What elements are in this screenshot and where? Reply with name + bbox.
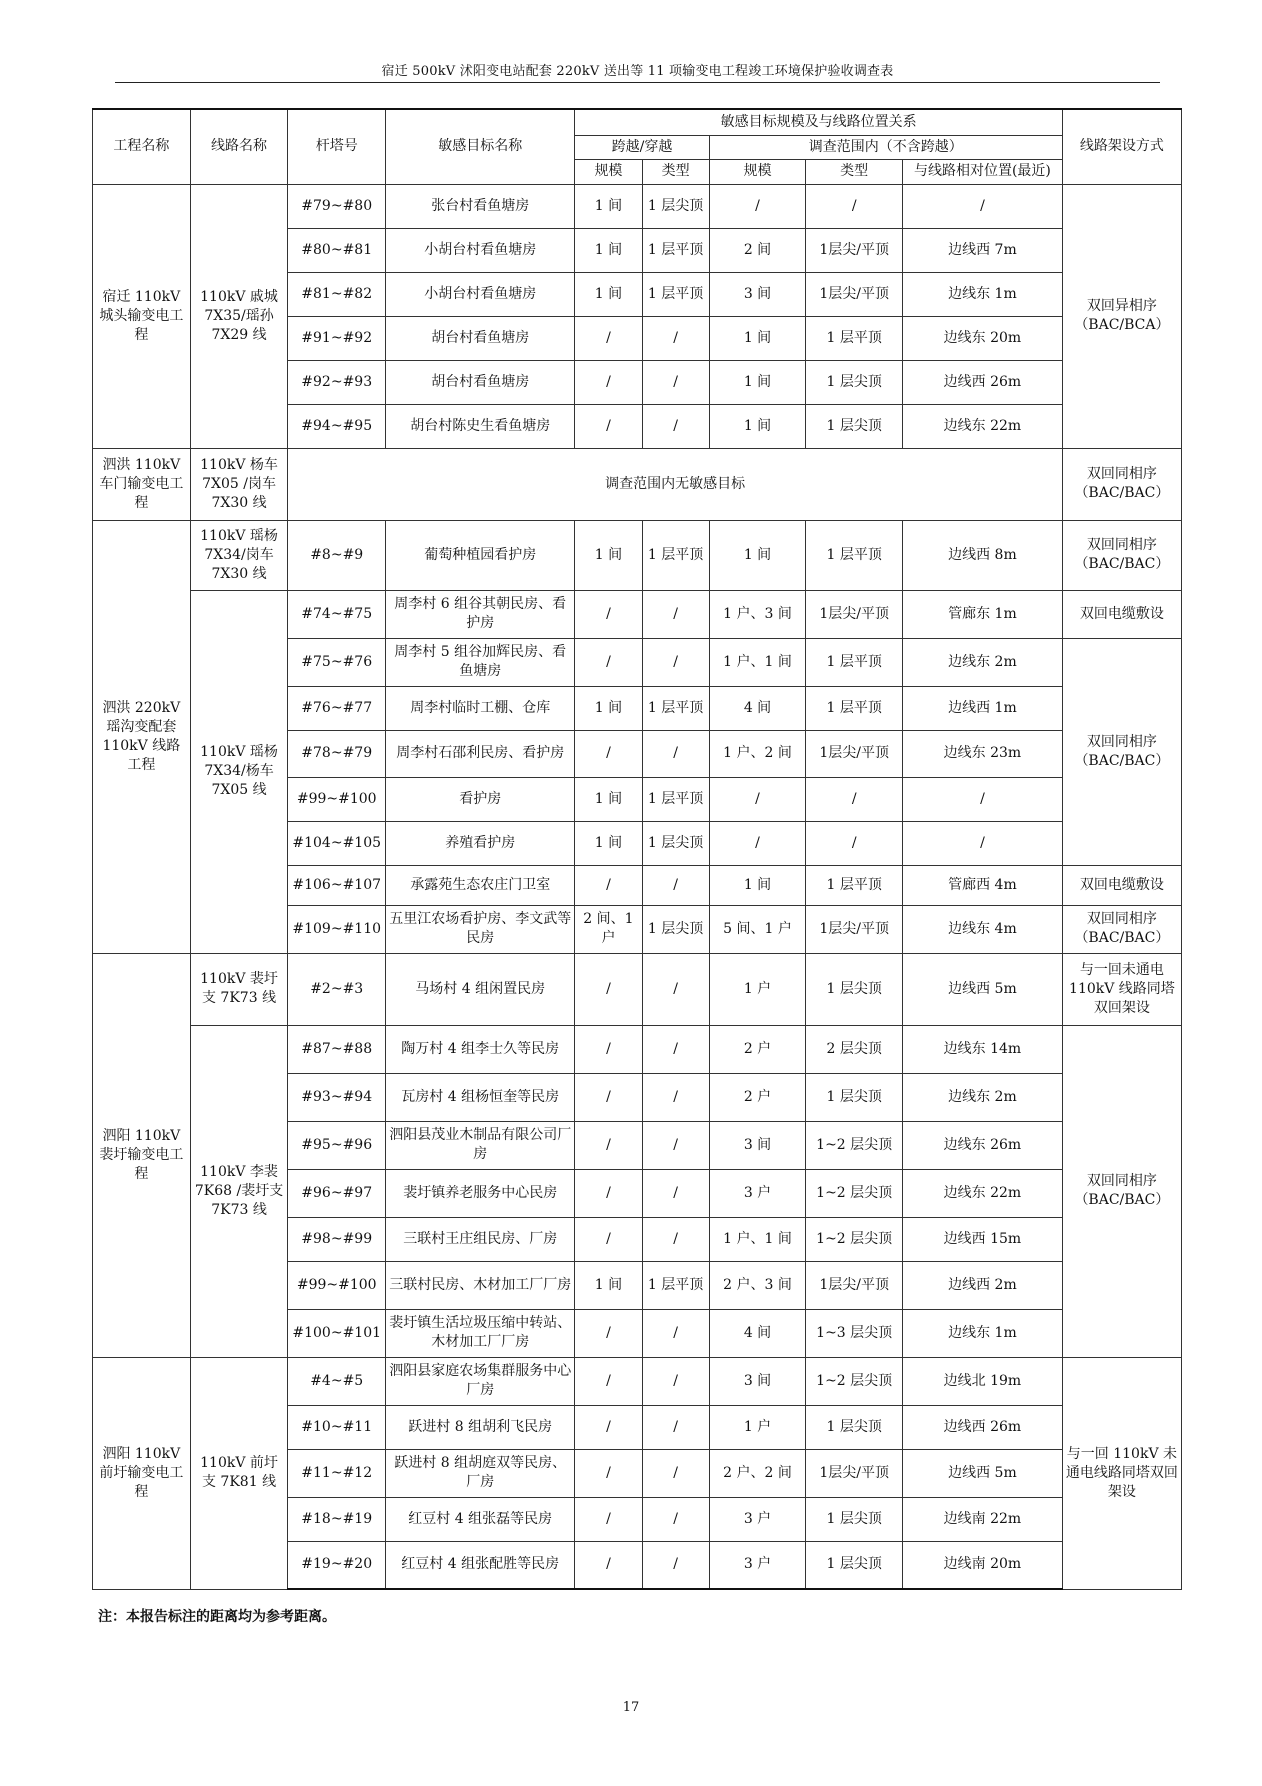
crossing-scale-cell: 1 间: [575, 228, 642, 272]
target-cell: 泗阳县茂业木制品有限公司厂房: [386, 1121, 575, 1169]
position-cell: 边线东 1m: [903, 1309, 1063, 1357]
survey-type-cell: 1层尖/平顶: [806, 730, 903, 777]
erection-cell: 与一回未通电 110kV 线路同塔双回架设: [1062, 953, 1181, 1025]
project-name-cell: 泗阳 110kV 前圩输变电工程: [93, 1357, 191, 1589]
survey-scale-cell: 1 户: [709, 953, 806, 1025]
tower-cell: #96~#97: [288, 1169, 386, 1217]
erection-cell: 双回同相序（BAC/BAC）: [1062, 638, 1181, 865]
crossing-type-cell: 1 层尖顶: [642, 821, 709, 865]
position-cell: 边线西 26m: [903, 1405, 1063, 1449]
crossing-scale-cell: /: [575, 360, 642, 404]
line-name-cell: 110kV 裴圩支 7K73 线: [190, 953, 288, 1025]
target-cell: 小胡台村看鱼塘房: [386, 272, 575, 316]
header-relation: 敏感目标规模及与线路位置关系: [575, 109, 1062, 135]
tower-cell: #81~#82: [288, 272, 386, 316]
position-cell: 边线东 2m: [903, 638, 1063, 686]
tower-cell: #10~#11: [288, 1405, 386, 1449]
tower-cell: #98~#99: [288, 1217, 386, 1261]
tower-cell: #93~#94: [288, 1073, 386, 1121]
position-cell: 边线西 1m: [903, 686, 1063, 730]
crossing-type-cell: 1 层平顶: [642, 272, 709, 316]
sensitive-targets-table: [92, 108, 1182, 1590]
survey-type-cell: 1 层平顶: [806, 638, 903, 686]
crossing-type-cell: /: [642, 1025, 709, 1073]
crossing-type-cell: /: [642, 1121, 709, 1169]
survey-type-cell: 1 层平顶: [806, 865, 903, 905]
target-cell: 裴圩镇生活垃圾压缩中转站、木材加工厂厂房: [386, 1309, 575, 1357]
line-name-cell: 110kV 杨车 7X05 /岗车 7X30 线: [190, 448, 288, 520]
tower-cell: #92~#93: [288, 360, 386, 404]
position-cell: 边线西 8m: [903, 520, 1063, 590]
page-number: 17: [622, 1700, 640, 1715]
erection-cell: 双回同相序（BAC/BAC）: [1062, 520, 1181, 590]
tower-cell: #106~#107: [288, 865, 386, 905]
target-cell: 看护房: [386, 777, 575, 821]
position-cell: 边线东 2m: [903, 1073, 1063, 1121]
header-rule: [115, 82, 1160, 83]
survey-type-cell: 1 层尖顶: [806, 1541, 903, 1589]
crossing-type-cell: /: [642, 404, 709, 448]
crossing-scale-cell: /: [575, 1449, 642, 1497]
header-tower-no: 杆塔号: [288, 109, 386, 184]
target-cell: 红豆村 4 组张磊等民房: [386, 1497, 575, 1541]
crossing-scale-cell: 1 间: [575, 520, 642, 590]
position-cell: 边线东 23m: [903, 730, 1063, 777]
survey-scale-cell: 2 户: [709, 1025, 806, 1073]
survey-scale-cell: 1 户、1 间: [709, 1217, 806, 1261]
erection-cell: 与一回 110kV 未通电线路同塔双回架设: [1062, 1357, 1181, 1589]
tower-cell: #94~#95: [288, 404, 386, 448]
target-cell: 周李村 5 组谷加辉民房、看鱼塘房: [386, 638, 575, 686]
target-cell: 瓦房村 4 组杨恒奎等民房: [386, 1073, 575, 1121]
survey-type-cell: /: [806, 777, 903, 821]
survey-type-cell: 1 层尖顶: [806, 404, 903, 448]
survey-type-cell: 1~2 层尖顶: [806, 1357, 903, 1405]
position-cell: 边线北 19m: [903, 1357, 1063, 1405]
tower-cell: #78~#79: [288, 730, 386, 777]
line-name-cell: 110kV 李裴 7K68 /裴圩支 7K73 线: [190, 1025, 288, 1357]
crossing-scale-cell: /: [575, 1497, 642, 1541]
survey-scale-cell: 1 间: [709, 865, 806, 905]
header-crossing: 跨越/穿越: [575, 135, 709, 159]
position-cell: 边线东 22m: [903, 404, 1063, 448]
survey-type-cell: /: [806, 184, 903, 228]
crossing-type-cell: /: [642, 730, 709, 777]
survey-scale-cell: 1 间: [709, 404, 806, 448]
target-cell: 泗阳县家庭农场集群服务中心厂房: [386, 1357, 575, 1405]
position-cell: 边线南 20m: [903, 1541, 1063, 1589]
survey-type-cell: 1~2 层尖顶: [806, 1169, 903, 1217]
survey-type-cell: 1 层尖顶: [806, 1405, 903, 1449]
target-cell: 胡台村陈史生看鱼塘房: [386, 404, 575, 448]
survey-type-cell: 1层尖/平顶: [806, 1261, 903, 1309]
survey-type-cell: 1 层平顶: [806, 316, 903, 360]
crossing-type-cell: /: [642, 590, 709, 638]
survey-type-cell: 1层尖/平顶: [806, 228, 903, 272]
crossing-scale-cell: /: [575, 1541, 642, 1589]
header-survey-scale: 规模: [709, 159, 806, 184]
survey-type-cell: 1 层尖顶: [806, 1073, 903, 1121]
crossing-type-cell: 1 层尖顶: [642, 905, 709, 953]
survey-scale-cell: 2 间: [709, 228, 806, 272]
target-cell: 小胡台村看鱼塘房: [386, 228, 575, 272]
crossing-type-cell: /: [642, 1073, 709, 1121]
survey-type-cell: 1层尖/平顶: [806, 905, 903, 953]
target-cell: 承露苑生态农庄门卫室: [386, 865, 575, 905]
crossing-scale-cell: /: [575, 1073, 642, 1121]
crossing-scale-cell: 1 间: [575, 1261, 642, 1309]
target-cell: 三联村民房、木材加工厂厂房: [386, 1261, 575, 1309]
survey-scale-cell: /: [709, 777, 806, 821]
position-cell: /: [903, 821, 1063, 865]
survey-scale-cell: 4 间: [709, 1309, 806, 1357]
tower-cell: #19~#20: [288, 1541, 386, 1589]
crossing-scale-cell: 1 间: [575, 184, 642, 228]
survey-scale-cell: 3 户: [709, 1541, 806, 1589]
crossing-scale-cell: 1 间: [575, 686, 642, 730]
crossing-scale-cell: /: [575, 730, 642, 777]
tower-cell: #4~#5: [288, 1357, 386, 1405]
crossing-type-cell: /: [642, 638, 709, 686]
header-survey-range: 调查范围内（不含跨越）: [709, 135, 1062, 159]
survey-scale-cell: 1 间: [709, 360, 806, 404]
position-cell: /: [903, 777, 1063, 821]
crossing-scale-cell: /: [575, 1217, 642, 1261]
tower-cell: #100~#101: [288, 1309, 386, 1357]
position-cell: 边线东 26m: [903, 1121, 1063, 1169]
survey-type-cell: 1 层平顶: [806, 520, 903, 590]
position-cell: 边线南 22m: [903, 1497, 1063, 1541]
table-row: [93, 590, 1182, 638]
target-cell: 葡萄种植园看护房: [386, 520, 575, 590]
position-cell: 边线东 14m: [903, 1025, 1063, 1073]
header-relative-position: 与线路相对位置(最近): [903, 159, 1063, 184]
crossing-type-cell: /: [642, 1217, 709, 1261]
target-cell: 养殖看护房: [386, 821, 575, 865]
target-cell: 张台村看鱼塘房: [386, 184, 575, 228]
header-target-name: 敏感目标名称: [386, 109, 575, 184]
tower-cell: #87~#88: [288, 1025, 386, 1073]
survey-scale-cell: 3 户: [709, 1497, 806, 1541]
crossing-scale-cell: /: [575, 404, 642, 448]
survey-type-cell: 1层尖/平顶: [806, 1449, 903, 1497]
target-cell: 周李村石邵利民房、看护房: [386, 730, 575, 777]
position-cell: 边线西 2m: [903, 1261, 1063, 1309]
position-cell: 边线西 5m: [903, 953, 1063, 1025]
crossing-scale-cell: /: [575, 316, 642, 360]
position-cell: 边线西 5m: [903, 1449, 1063, 1497]
crossing-scale-cell: /: [575, 1169, 642, 1217]
crossing-scale-cell: /: [575, 590, 642, 638]
position-cell: 边线西 26m: [903, 360, 1063, 404]
survey-type-cell: 1~2 层尖顶: [806, 1217, 903, 1261]
crossing-type-cell: /: [642, 1449, 709, 1497]
survey-type-cell: 1 层平顶: [806, 686, 903, 730]
crossing-scale-cell: /: [575, 1025, 642, 1073]
crossing-scale-cell: 1 间: [575, 272, 642, 316]
crossing-scale-cell: 1 间: [575, 821, 642, 865]
position-cell: 边线东 1m: [903, 272, 1063, 316]
project-name-cell: 泗洪 110kV 车门输变电工程: [93, 448, 191, 520]
erection-cell: 双回异相序（BAC/BCA）: [1062, 184, 1181, 448]
target-cell: 陶万村 4 组李士久等民房: [386, 1025, 575, 1073]
header-project-name: 工程名称: [93, 109, 191, 184]
survey-type-cell: 1层尖/平顶: [806, 590, 903, 638]
survey-scale-cell: 2 户、3 间: [709, 1261, 806, 1309]
survey-scale-cell: 1 户: [709, 1405, 806, 1449]
table-row: [93, 184, 1182, 228]
crossing-type-cell: 1 层平顶: [642, 1261, 709, 1309]
survey-scale-cell: 5 间、1 户: [709, 905, 806, 953]
crossing-type-cell: /: [642, 865, 709, 905]
survey-type-cell: 1~2 层尖顶: [806, 1121, 903, 1169]
tower-cell: #75~#76: [288, 638, 386, 686]
survey-scale-cell: 1 户、2 间: [709, 730, 806, 777]
target-cell: 胡台村看鱼塘房: [386, 316, 575, 360]
position-cell: 管廊西 4m: [903, 865, 1063, 905]
header-survey-type: 类型: [806, 159, 903, 184]
erection-cell: 双回电缆敷设: [1062, 590, 1181, 638]
crossing-type-cell: /: [642, 1405, 709, 1449]
position-cell: 边线东 22m: [903, 1169, 1063, 1217]
position-cell: 边线东 20m: [903, 316, 1063, 360]
header-erection: 线路架设方式: [1062, 109, 1181, 184]
survey-scale-cell: 1 户、1 间: [709, 638, 806, 686]
crossing-type-cell: /: [642, 360, 709, 404]
target-cell: 马场村 4 组闲置民房: [386, 953, 575, 1025]
survey-scale-cell: 1 户、3 间: [709, 590, 806, 638]
project-name-cell: 泗阳 110kV 裴圩输变电工程: [93, 953, 191, 1357]
line-name-cell: 110kV 瑶杨 7X34/杨车 7X05 线: [190, 590, 288, 953]
tower-cell: #8~#9: [288, 520, 386, 590]
survey-scale-cell: 3 间: [709, 1121, 806, 1169]
survey-scale-cell: 1 间: [709, 520, 806, 590]
crossing-type-cell: /: [642, 1497, 709, 1541]
tower-cell: #76~#77: [288, 686, 386, 730]
tower-cell: #99~#100: [288, 1261, 386, 1309]
project-name-cell: 宿迁 110kV 城头输变电工程: [93, 184, 191, 448]
survey-scale-cell: 3 间: [709, 272, 806, 316]
position-cell: 边线东 4m: [903, 905, 1063, 953]
survey-scale-cell: 3 户: [709, 1169, 806, 1217]
target-cell: 裴圩镇养老服务中心民房: [386, 1169, 575, 1217]
tower-cell: #99~#100: [288, 777, 386, 821]
erection-cell: 双回电缆敷设: [1062, 865, 1181, 905]
header-line-name: 线路名称: [190, 109, 288, 184]
target-cell: 五里江农场看护房、李文武等民房: [386, 905, 575, 953]
survey-type-cell: 2 层尖顶: [806, 1025, 903, 1073]
survey-scale-cell: 1 间: [709, 316, 806, 360]
crossing-type-cell: /: [642, 316, 709, 360]
tower-cell: #74~#75: [288, 590, 386, 638]
crossing-scale-cell: 1 间: [575, 777, 642, 821]
tower-cell: #95~#96: [288, 1121, 386, 1169]
crossing-scale-cell: /: [575, 953, 642, 1025]
erection-cell: 双回同相序（BAC/BAC）: [1062, 1025, 1181, 1357]
crossing-scale-cell: /: [575, 1121, 642, 1169]
survey-scale-cell: 3 间: [709, 1357, 806, 1405]
crossing-scale-cell: /: [575, 865, 642, 905]
table-row: [93, 448, 1182, 520]
crossing-type-cell: 1 层平顶: [642, 777, 709, 821]
header-crossing-scale: 规模: [575, 159, 642, 184]
footnote: 注：本报告标注的距离均为参考距离。: [98, 1609, 336, 1625]
crossing-type-cell: 1 层尖顶: [642, 184, 709, 228]
crossing-type-cell: /: [642, 1541, 709, 1589]
tower-cell: #80~#81: [288, 228, 386, 272]
tower-cell: #79~#80: [288, 184, 386, 228]
crossing-type-cell: /: [642, 1169, 709, 1217]
survey-type-cell: /: [806, 821, 903, 865]
erection-cell: 双回同相序（BAC/BAC）: [1062, 448, 1181, 520]
target-cell: 跃进村 8 组胡利飞民房: [386, 1405, 575, 1449]
crossing-type-cell: /: [642, 1357, 709, 1405]
position-cell: /: [903, 184, 1063, 228]
target-cell: 周李村 6 组谷其朝民房、看护房: [386, 590, 575, 638]
survey-type-cell: 1~3 层尖顶: [806, 1309, 903, 1357]
target-cell: 红豆村 4 组张配胜等民房: [386, 1541, 575, 1589]
line-name-cell: 110kV 戚城 7X35/瑶孙 7X29 线: [190, 184, 288, 448]
table-row: [93, 520, 1182, 590]
survey-type-cell: 1 层尖顶: [806, 1497, 903, 1541]
survey-scale-cell: /: [709, 184, 806, 228]
survey-type-cell: 1 层尖顶: [806, 953, 903, 1025]
target-cell: 三联村王庄组民房、厂房: [386, 1217, 575, 1261]
tower-cell: #11~#12: [288, 1449, 386, 1497]
header-crossing-type: 类型: [642, 159, 709, 184]
tower-cell: #2~#3: [288, 953, 386, 1025]
erection-cell: 双回同相序（BAC/BAC）: [1062, 905, 1181, 953]
crossing-scale-cell: 2 间、1 户: [575, 905, 642, 953]
table-row: [93, 1025, 1182, 1073]
target-cell: 胡台村看鱼塘房: [386, 360, 575, 404]
target-cell: 跃进村 8 组胡庭双等民房、厂房: [386, 1449, 575, 1497]
position-cell: 边线西 15m: [903, 1217, 1063, 1261]
crossing-scale-cell: /: [575, 1309, 642, 1357]
table-row: [93, 953, 1182, 1025]
survey-type-cell: 1层尖/平顶: [806, 272, 903, 316]
line-name-cell: 110kV 瑶杨 7X34/岗车 7X30 线: [190, 520, 288, 590]
table-row: [93, 1357, 1182, 1405]
tower-cell: #18~#19: [288, 1497, 386, 1541]
survey-type-cell: 1 层尖顶: [806, 360, 903, 404]
survey-scale-cell: 2 户: [709, 1073, 806, 1121]
target-cell: 周李村临时工棚、仓库: [386, 686, 575, 730]
project-name-cell: 泗洪 220kV 瑶沟变配套 110kV 线路工程: [93, 520, 191, 953]
crossing-type-cell: 1 层平顶: [642, 520, 709, 590]
crossing-type-cell: /: [642, 953, 709, 1025]
crossing-type-cell: 1 层平顶: [642, 686, 709, 730]
crossing-scale-cell: /: [575, 1357, 642, 1405]
position-cell: 管廊东 1m: [903, 590, 1063, 638]
page-header-title: 宿迁 500kV 沭阳变电站配套 220kV 送出等 11 项输变电工程竣工环境保护验收调查表: [381, 64, 894, 79]
tower-cell: #91~#92: [288, 316, 386, 360]
line-name-cell: 110kV 前圩支 7K81 线: [190, 1357, 288, 1589]
crossing-scale-cell: /: [575, 1405, 642, 1449]
tower-cell: #104~#105: [288, 821, 386, 865]
tower-cell: #109~#110: [288, 905, 386, 953]
survey-scale-cell: 4 间: [709, 686, 806, 730]
crossing-type-cell: /: [642, 1309, 709, 1357]
survey-scale-cell: /: [709, 821, 806, 865]
position-cell: 边线西 7m: [903, 228, 1063, 272]
survey-scale-cell: 2 户、2 间: [709, 1449, 806, 1497]
crossing-scale-cell: /: [575, 638, 642, 686]
no-targets-cell: 调查范围内无敏感目标: [288, 448, 1062, 520]
crossing-type-cell: 1 层平顶: [642, 228, 709, 272]
